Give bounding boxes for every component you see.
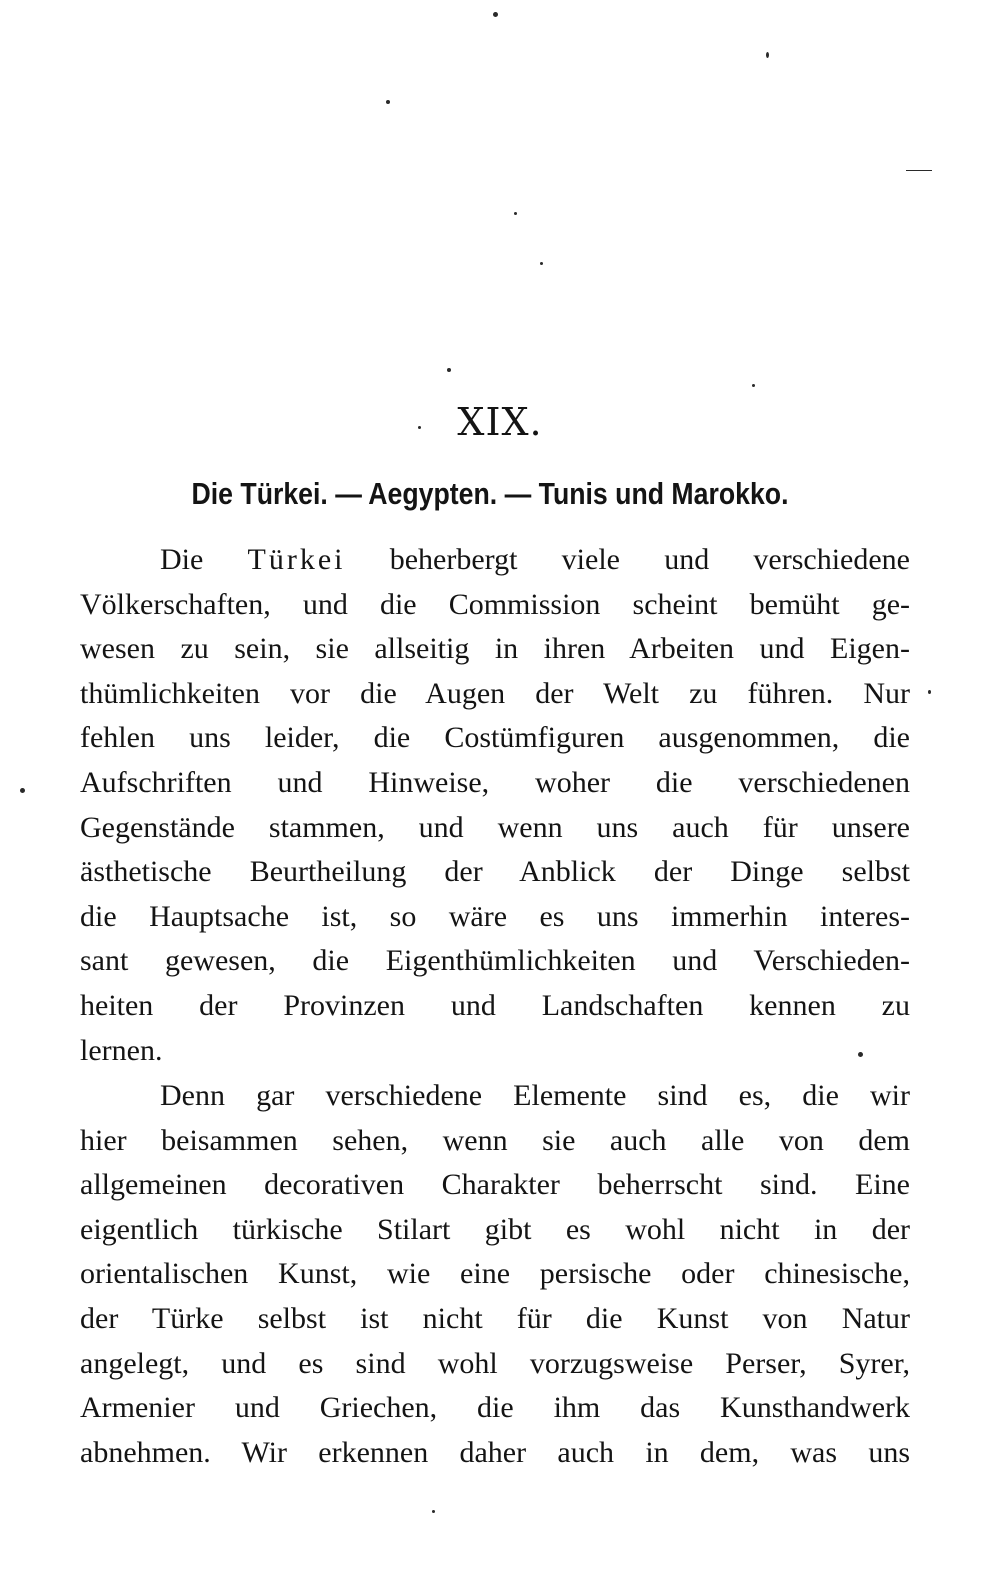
text-line: sant gewesen, die Eigenthümlichkeiten und Verschieden- xyxy=(80,944,910,978)
text-line: die Hauptsache ist, so wäre es uns immerhin interes- xyxy=(80,899,910,933)
text-line: Die Türkei beherbergt viele und verschiedene xyxy=(160,543,910,576)
text-line: Armenier und Griechen, die ihm das Kunsthandwerk xyxy=(80,1391,910,1425)
print-speck xyxy=(766,52,769,58)
text-line: fehlen uns leider, die Costümfiguren ausgenommen, die xyxy=(80,721,910,755)
paragraph-1 xyxy=(80,538,910,1073)
chapter-title: Die Türkei. — Aegypten. — Tunis und Marokko. xyxy=(191,476,789,511)
text-line: lernen. xyxy=(80,1033,163,1067)
print-speck xyxy=(928,690,931,694)
text-line: thümlichkeiten vor die Augen der Welt zu führen. Nur xyxy=(80,676,910,710)
text-line: der Türke selbst ist nicht für die Kunst von Natur xyxy=(80,1301,910,1335)
text-line: heiten der Provinzen und Landschaften kennen zu xyxy=(80,988,910,1022)
print-speck xyxy=(20,788,25,793)
chapter-number: XIX. xyxy=(457,400,543,444)
print-speck xyxy=(493,12,498,17)
text-line: Völkerschaften, und die Commission scheint bemüht ge- xyxy=(80,587,910,621)
text-line: Gegenstände stammen, und wenn uns auch für unsere xyxy=(80,810,910,844)
print-speck xyxy=(386,100,390,104)
text-line: Aufschriften und Hinweise, woher die verschiedenen xyxy=(80,765,910,799)
emphasized-word: Türkei xyxy=(247,543,346,576)
print-speck xyxy=(447,368,451,372)
text-line: abnehmen. Wir erkennen daher auch in dem, was uns xyxy=(80,1435,910,1469)
paragraph-2 xyxy=(80,1074,910,1475)
text-line: allgemeinen decorativen Charakter beherrscht sind. Eine xyxy=(80,1168,910,1202)
text-line: hier beisammen sehen, wenn sie auch alle von dem xyxy=(80,1123,910,1157)
text-line: Denn gar verschiedene Elemente sind es, die wir xyxy=(160,1079,910,1112)
text-line: ästhetische Beurtheilung der Anblick der Dinge selbst xyxy=(80,855,910,889)
print-speck xyxy=(432,1510,435,1513)
print-speck xyxy=(906,170,932,171)
text-line: wesen zu sein, sie allseitig in ihren Arbeiten und Eigen- xyxy=(80,632,910,666)
text-line: orientalischen Kunst, wie eine persische oder chinesische, xyxy=(80,1257,910,1291)
print-speck xyxy=(514,212,517,215)
text-line: eigentlich türkische Stilart gibt es wohl nicht in der xyxy=(80,1212,910,1246)
print-speck xyxy=(540,262,543,265)
print-speck xyxy=(752,384,755,387)
text-line: angelegt, und es sind wohl vorzugsweise Perser, Syrer, xyxy=(80,1346,910,1380)
